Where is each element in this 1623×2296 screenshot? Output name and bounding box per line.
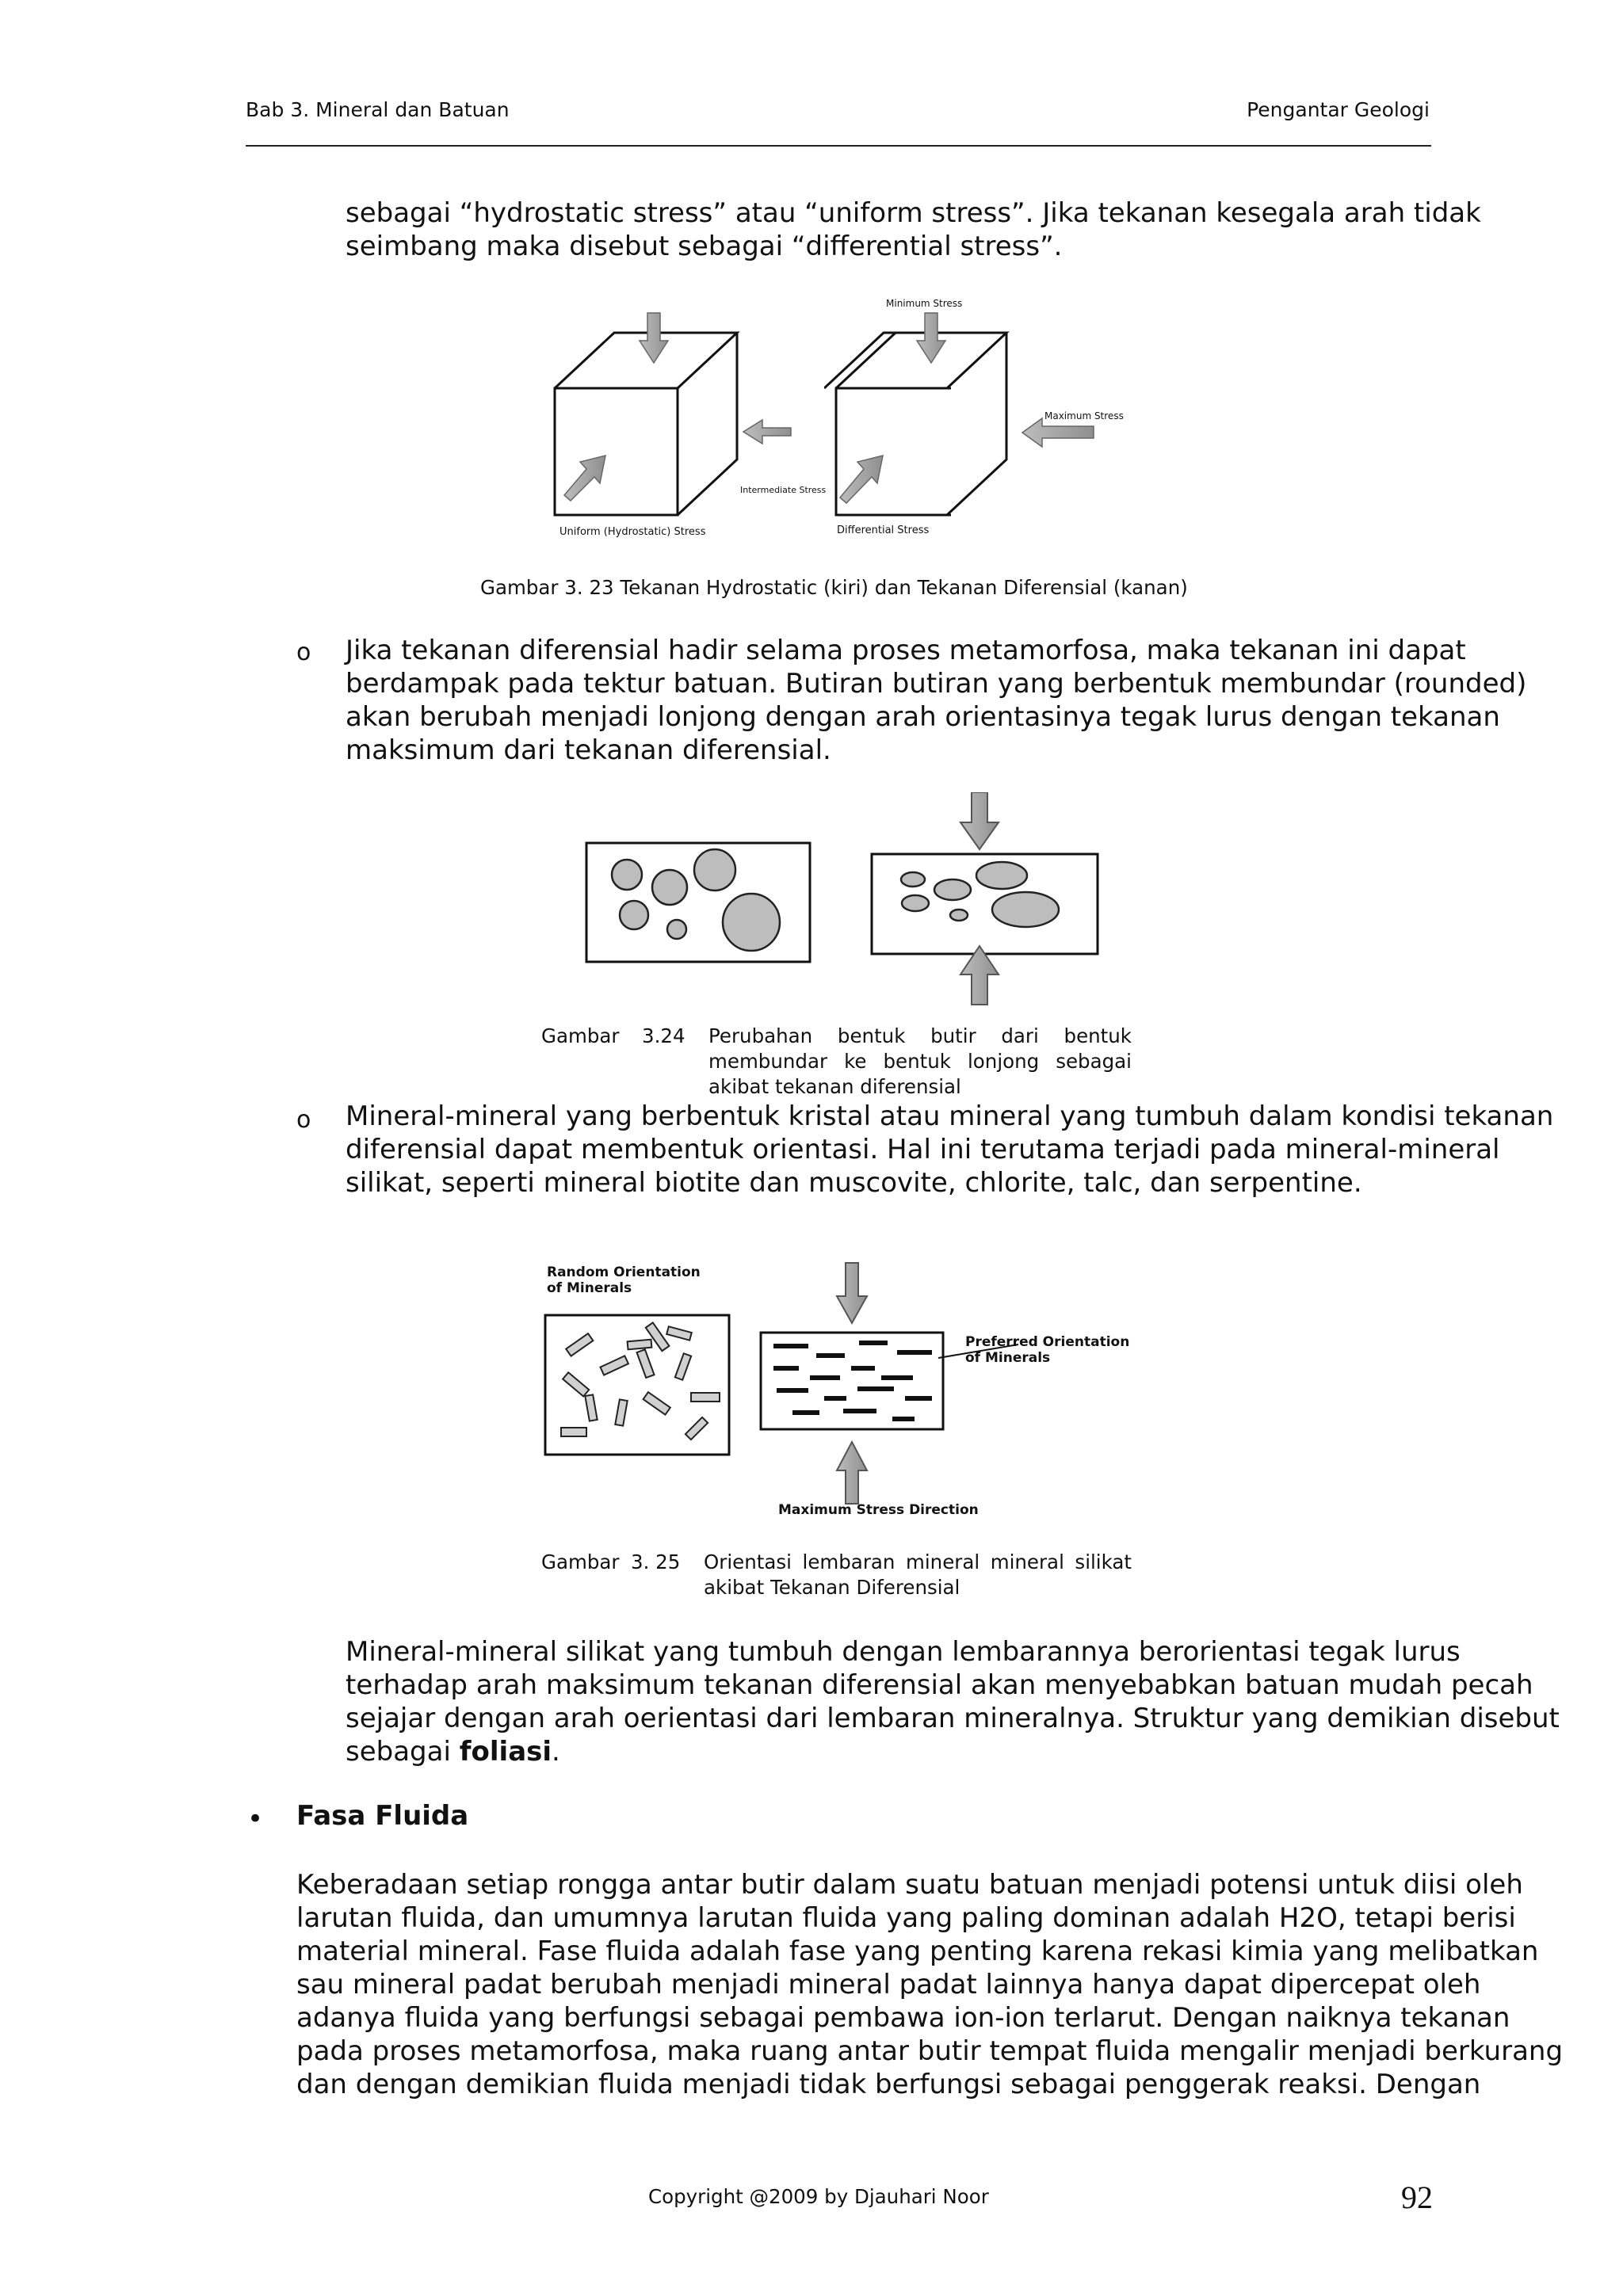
arrow-down-icon (917, 313, 945, 363)
list-item-differential-pressure (346, 634, 1527, 767)
label-minimum-stress: Minimum Stress (886, 298, 963, 309)
foliasi-line-last (346, 1735, 1433, 1768)
item1-line: akan berubah menjadi lonjong dengan arah orientasinya tegak lurus dengan tekanan (346, 701, 1500, 733)
intro-paragraph (346, 196, 1481, 263)
label-line: Preferred Orientation (965, 1334, 1130, 1350)
caption-line: membundar ke bentuk lonjong sebagai (708, 1050, 1132, 1073)
arrow-diagonal-icon (840, 456, 883, 503)
arrow-down-icon (640, 313, 668, 363)
fluida-line: pada proses metamorfosa, maka ruang antar butir tempat fluida mengalir menjadi berkurang (296, 2035, 1564, 2067)
figure-3-25-caption-text (704, 1550, 1132, 1600)
footer-copyright: Copyright @2009 by Djauhari Noor (648, 2185, 989, 2208)
term-foliasi: foliasi (459, 1736, 552, 1768)
label-line: Random Orientation (547, 1264, 701, 1280)
figure-3-24-caption-number: 3.24 (642, 1024, 685, 1047)
running-header-right: Pengantar Geologi (1247, 98, 1430, 121)
page-number: 92 (1401, 2180, 1433, 2215)
caption-line: Orientasi lembaran mineral mineral silikat (704, 1550, 1132, 1573)
fluida-line: material mineral. Fase fluida adalah fase yang penting karena rekasi kimia yang melibatkan (296, 1936, 1539, 1967)
arrow-left-icon (1022, 418, 1094, 447)
caption-line: Perubahan bentuk butir dari bentuk (708, 1024, 1132, 1047)
header-rule (246, 145, 1431, 147)
figure-3-24-caption-text (708, 1024, 1132, 1100)
label-maximum-stress-direction: Maximum Stress Direction (778, 1502, 979, 1518)
label-random-orientation (547, 1264, 701, 1296)
item1-line: maksimum dari tekanan diferensial. (346, 734, 831, 766)
item1-line: berdampak pada tektur batuan. Butiran butiran yang berbentuk membundar (rounded) (346, 668, 1527, 700)
figure-3-25-caption-number: 3. 25 (631, 1550, 681, 1573)
item2-line: silikat, seperti mineral biotite dan muscovite, chlorite, talc, dan serpentine. (346, 1167, 1362, 1199)
arrow-left-icon (743, 420, 791, 444)
label-preferred-orientation (965, 1334, 1129, 1366)
caption-line: akibat Tekanan Diferensial (704, 1576, 960, 1599)
section-bullet: • (247, 1803, 264, 1835)
foliasi-line: terhadap arah maksimum tekanan diferensial akan menyebabkan batuan mudah pecah (346, 1669, 1533, 1701)
list-marker: o (296, 639, 311, 666)
fluida-line: dan dengan demikian fluida menjadi tidak berfungsi sebagai penggerak reaksi. Dengan (296, 2069, 1481, 2100)
intro-line: sebagai “hydrostatic stress” atau “uniform stress”. Jika tekanan kesegala arah tidak (346, 197, 1481, 229)
figure-3-24-grain-shape-change (579, 792, 1109, 1006)
label-differential-stress: Differential Stress (837, 524, 930, 536)
label-line: of Minerals (547, 1280, 632, 1296)
figure-3-25-caption-label: Gambar (541, 1550, 620, 1573)
figure-3-24-caption-label: Gambar (541, 1024, 620, 1047)
arrow-diagonal-icon (564, 456, 605, 501)
fluida-line: Keberadaan setiap rongga antar butir dalam suatu batuan menjadi potensi untuk diisi oleh (296, 1869, 1523, 1901)
section-title-fasa-fluida: Fasa Fluida (296, 1800, 469, 1832)
fluida-line: larutan fluida, dan umumnya larutan fluida yang paling dominan adalah H2O, tetapi berisi (296, 1902, 1516, 1934)
item2-line: diferensial dapat membentuk orientasi. Hal ini terutama terjadi pada mineral-mineral (346, 1134, 1500, 1165)
list-marker: o (296, 1106, 311, 1134)
figure-3-23-caption: Gambar 3. 23 Tekanan Hydrostatic (kiri) dan Tekanan Diferensial (kanan) (480, 576, 1188, 599)
fluida-line: sau mineral padat berubah menjadi mineral padat lainnya hanya dapat dipercepat oleh (296, 1969, 1481, 2000)
list-item-mineral-orientation (346, 1100, 1554, 1199)
item1-line: Jika tekanan diferensial hadir selama proses metamorfosa, maka tekanan ini dapat (346, 635, 1466, 666)
fluida-line: adanya fluida yang berfungsi sebagai pembawa ion-ion terlarut. Dengan naiknya tekanan (296, 2002, 1510, 2034)
foliasi-line: sejajar dengan arah oerientasi dari lembaran mineralnya. Struktur yang demikian disebut (346, 1703, 1560, 1734)
intro-line: seimbang maka disebut sebagai “differential stress”. (346, 231, 1063, 262)
label-intermediate-stress: Intermediate Stress (740, 485, 827, 495)
foliasi-suffix: . (552, 1736, 560, 1768)
label-maximum-stress: Maximum Stress (1044, 410, 1124, 421)
figure-3-23-right-part (824, 293, 1189, 547)
paragraph-fasa-fluida (296, 1868, 1564, 2101)
label-uniform-stress: Uniform (Hydrostatic) Stress (559, 526, 706, 538)
running-header-left: Bab 3. Mineral dan Batuan (246, 98, 510, 121)
caption-line: akibat tekanan diferensial (708, 1075, 961, 1098)
label-line: of Minerals (965, 1350, 1051, 1366)
foliasi-line: Mineral-mineral silikat yang tumbuh dengan lembarannya berorientasi tegak lurus (346, 1636, 1461, 1668)
item2-line: Mineral-mineral yang berbentuk kristal atau mineral yang tumbuh dalam kondisi tekanan (346, 1100, 1554, 1132)
arrow-down-icon (960, 792, 999, 849)
arrow-up-icon (837, 1442, 867, 1504)
paragraph-foliasi (346, 1635, 1560, 1768)
arrow-down-icon (837, 1263, 867, 1323)
foliasi-prefix: sebagai (346, 1736, 460, 1768)
